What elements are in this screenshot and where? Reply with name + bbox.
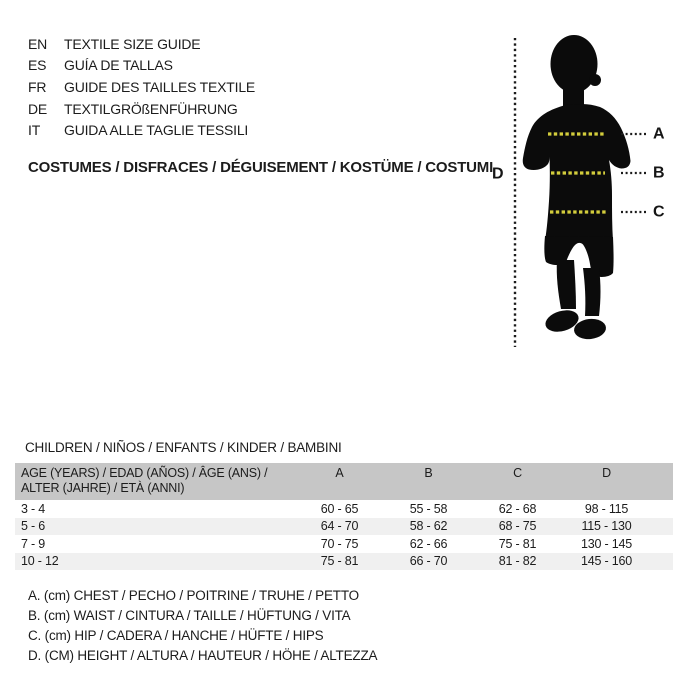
age-header-line1: AGE (YEARS) / EDAD (AÑOS) / ÂGE (ANS) / [21, 466, 268, 480]
legend-chest: A. (cm) CHEST / PECHO / POITRINE / TRUHE / PETTO [28, 587, 359, 603]
silhouette-right-shoe [573, 317, 607, 340]
age-cell: 7 - 9 [21, 536, 46, 551]
table-row [15, 535, 673, 553]
guide-title-it: GUIDA ALLE TAGLIE TESSILI [64, 122, 249, 139]
language-row-it [28, 119, 255, 141]
age-header-line2: ALTER (JAHRE) / ETÀ (ANNI) [21, 481, 185, 495]
height-cell: 115 - 130 [581, 519, 632, 534]
language-row-de [28, 98, 255, 120]
chest-cell: 64 - 70 [320, 519, 359, 534]
waist-cell: 55 - 58 [409, 501, 448, 516]
language-code: EN [28, 35, 48, 52]
hip-cell: 62 - 68 [498, 501, 537, 516]
silhouette-shorts [544, 236, 613, 277]
guide-title-fr: GUIDE DES TAILLES TEXTILE [64, 78, 256, 95]
hip-cell: 75 - 81 [498, 536, 537, 551]
chest-line-label: A [653, 125, 665, 143]
measurement-legend [28, 585, 377, 665]
silhouette-left-leg [557, 260, 576, 309]
guide-title-es: GUÍA DE TALLAS [64, 57, 173, 74]
age-column-header [15, 466, 295, 496]
waist-cell: 62 - 66 [409, 536, 448, 551]
height-line-label: D [492, 165, 504, 183]
waist-line-label: B [653, 164, 665, 182]
table-row [15, 518, 673, 536]
silhouette-ear [589, 74, 601, 86]
language-row-en [28, 33, 255, 55]
age-cell: 3 - 4 [21, 501, 46, 516]
chest-cell: 60 - 65 [320, 501, 359, 516]
height-cell: 145 - 160 [580, 554, 633, 569]
language-code: FR [28, 78, 47, 95]
size-table-header [15, 463, 673, 500]
hip-cell: 81 - 82 [498, 554, 537, 569]
language-code: IT [28, 122, 41, 139]
column-header-b: B [424, 466, 433, 480]
column-header-c: C [513, 466, 522, 480]
legend-hip: C. (cm) HIP / CADERA / HANCHE / HÜFTE / HIPS [28, 627, 324, 643]
height-cell: 130 - 145 [580, 536, 633, 551]
guide-title-en: TEXTILE SIZE GUIDE [64, 35, 201, 52]
child-measurement-figure [470, 20, 700, 360]
height-cell: 98 - 115 [584, 501, 629, 516]
chest-cell: 70 - 75 [320, 536, 359, 551]
language-list [28, 33, 255, 141]
language-code: DE [28, 100, 48, 117]
waist-cell: 58 - 62 [409, 519, 448, 534]
legend-height: D. (CM) HEIGHT / ALTURA / HAUTEUR / HÖHE / ALTEZZA [28, 647, 378, 663]
language-row-es [28, 55, 255, 77]
child-silhouette [523, 35, 631, 341]
age-cell: 5 - 6 [21, 519, 46, 534]
hip-cell: 68 - 75 [498, 519, 537, 534]
category-title: COSTUMES / DISFRACES / DÉGUISEMENT / KOSTÜME / COSTUMI [28, 159, 494, 176]
silhouette-right-leg [583, 268, 601, 316]
children-section-label: CHILDREN / NIÑOS / ENFANTS / KINDER / BAMBINI [25, 440, 342, 455]
column-header-d: D [602, 466, 611, 480]
column-header-a: A [335, 466, 344, 480]
age-cell: 10 - 12 [21, 554, 59, 569]
child-figure-svg [470, 20, 700, 360]
hip-line-label: C [653, 203, 665, 221]
language-code: ES [28, 57, 47, 74]
size-table [15, 463, 673, 570]
guide-title-de: TEXTILGRÖßENFÜHRUNG [64, 100, 238, 117]
language-row-fr [28, 76, 255, 98]
waist-cell: 66 - 70 [409, 554, 448, 569]
chest-cell: 75 - 81 [320, 554, 359, 569]
legend-waist: B. (cm) WAIST / CINTURA / TAILLE / HÜFTUNG / VITA [28, 607, 351, 623]
table-row [15, 500, 673, 518]
table-row [15, 553, 673, 571]
